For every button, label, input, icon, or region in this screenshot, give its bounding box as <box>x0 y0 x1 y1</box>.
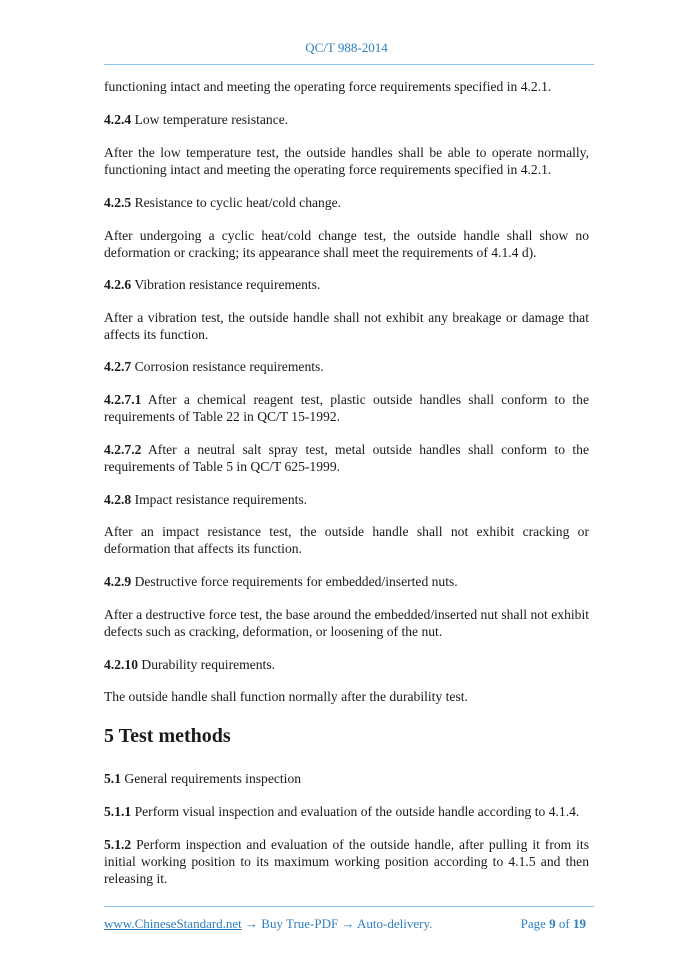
clause-number: 4.2.8 <box>104 492 132 507</box>
paragraph-text: The outside handle shall function normally after the durability test. <box>104 689 468 704</box>
paragraph-text: Low temperature resistance. <box>131 112 289 127</box>
paragraph <box>104 359 589 376</box>
footer-divider <box>104 906 594 907</box>
paragraph <box>104 524 589 558</box>
paragraph <box>104 657 589 674</box>
paragraph-text: Resistance to cyclic heat/cold change. <box>131 195 342 210</box>
paragraph-text: Durability requirements. <box>137 657 276 672</box>
paragraph-text: After a vibration test, the outside handle shall not exhibit any breakage or damage that affects its function. <box>104 310 589 342</box>
section-heading: 5 Test methods <box>104 725 231 747</box>
footer-promo-text: → Buy True-PDF → Auto-delivery. <box>241 916 433 931</box>
clause-number: 4.2.9 <box>104 574 132 589</box>
paragraph-text: After undergoing a cyclic heat/cold change test, the outside handle shall show no deformation or cracking; its appearance shall meet the requirements of 4.1.4 d). <box>104 228 589 260</box>
page-indicator: Page 9 of 19 <box>520 916 586 931</box>
paragraph <box>104 689 589 706</box>
clause-number: 4.2.10 <box>104 657 138 672</box>
clause-number: 4.2.4 <box>104 112 132 127</box>
clause-number: 4.2.7.2 <box>104 442 142 457</box>
clause-number: 5.1.1 <box>104 804 132 819</box>
paragraph-text: Vibration resistance requirements. <box>131 277 321 292</box>
footer <box>104 916 586 933</box>
paragraph <box>104 392 589 426</box>
website-link[interactable]: www.ChineseStandard.net <box>104 916 242 931</box>
document-header-title: QC/T 988-2014 <box>305 40 388 55</box>
paragraph <box>104 442 589 476</box>
paragraph <box>104 574 589 591</box>
paragraph <box>104 145 589 179</box>
paragraph <box>104 79 589 96</box>
paragraph <box>104 310 589 344</box>
header-divider <box>104 64 594 65</box>
paragraph-text: Impact resistance requirements. <box>131 492 308 507</box>
paragraph <box>104 837 589 887</box>
paragraph-text: After a destructive force test, the base around the embedded/inserted nut shall not exhibit defects such as cracking, deformation, or loosening of the nut. <box>104 607 589 639</box>
paragraph <box>104 804 589 821</box>
paragraph <box>104 228 589 262</box>
paragraph <box>104 195 589 212</box>
paragraph-text: functioning intact and meeting the operating force requirements specified in 4.2.1. <box>104 79 552 94</box>
paragraph-text: After a chemical reagent test, plastic outside handles shall conform to the requirements of Table 22 in QC/T 15-1992. <box>104 392 589 424</box>
clause-number: 5.1.2 <box>104 837 132 852</box>
paragraph-text: After the low temperature test, the outside handles shall be able to operate normally, functioning intact and meeting the operating force requirements specified in 4.2.1. <box>104 145 589 177</box>
paragraph <box>104 771 589 788</box>
paragraph-text: Corrosion resistance requirements. <box>131 359 324 374</box>
paragraph <box>104 492 589 509</box>
clause-number: 4.2.7.1 <box>104 392 142 407</box>
paragraph-text: Perform visual inspection and evaluation of the outside handle according to 4.1.4. <box>131 804 580 819</box>
paragraph-text: Destructive force requirements for embedded/inserted nuts. <box>131 574 458 589</box>
clause-number: 4.2.7 <box>104 359 132 374</box>
paragraph <box>104 277 589 294</box>
paragraph <box>104 607 589 641</box>
clause-number: 5.1 <box>104 771 121 786</box>
paragraph-text: Perform inspection and evaluation of the outside handle, after pulling it from its initial working position to its maximum working position according to 4.1.5 and then releasing it. <box>104 837 589 886</box>
paragraph-text: After a neutral salt spray test, metal outside handles shall conform to the requirements of Table 5 in QC/T 625-1999. <box>104 442 589 474</box>
paragraph <box>104 112 589 129</box>
paragraph-text: General requirements inspection <box>121 771 302 786</box>
clause-number: 4.2.6 <box>104 277 132 292</box>
paragraph-text: After an impact resistance test, the outside handle shall not exhibit cracking or deformation that affects its function. <box>104 524 589 556</box>
clause-number: 4.2.5 <box>104 195 132 210</box>
